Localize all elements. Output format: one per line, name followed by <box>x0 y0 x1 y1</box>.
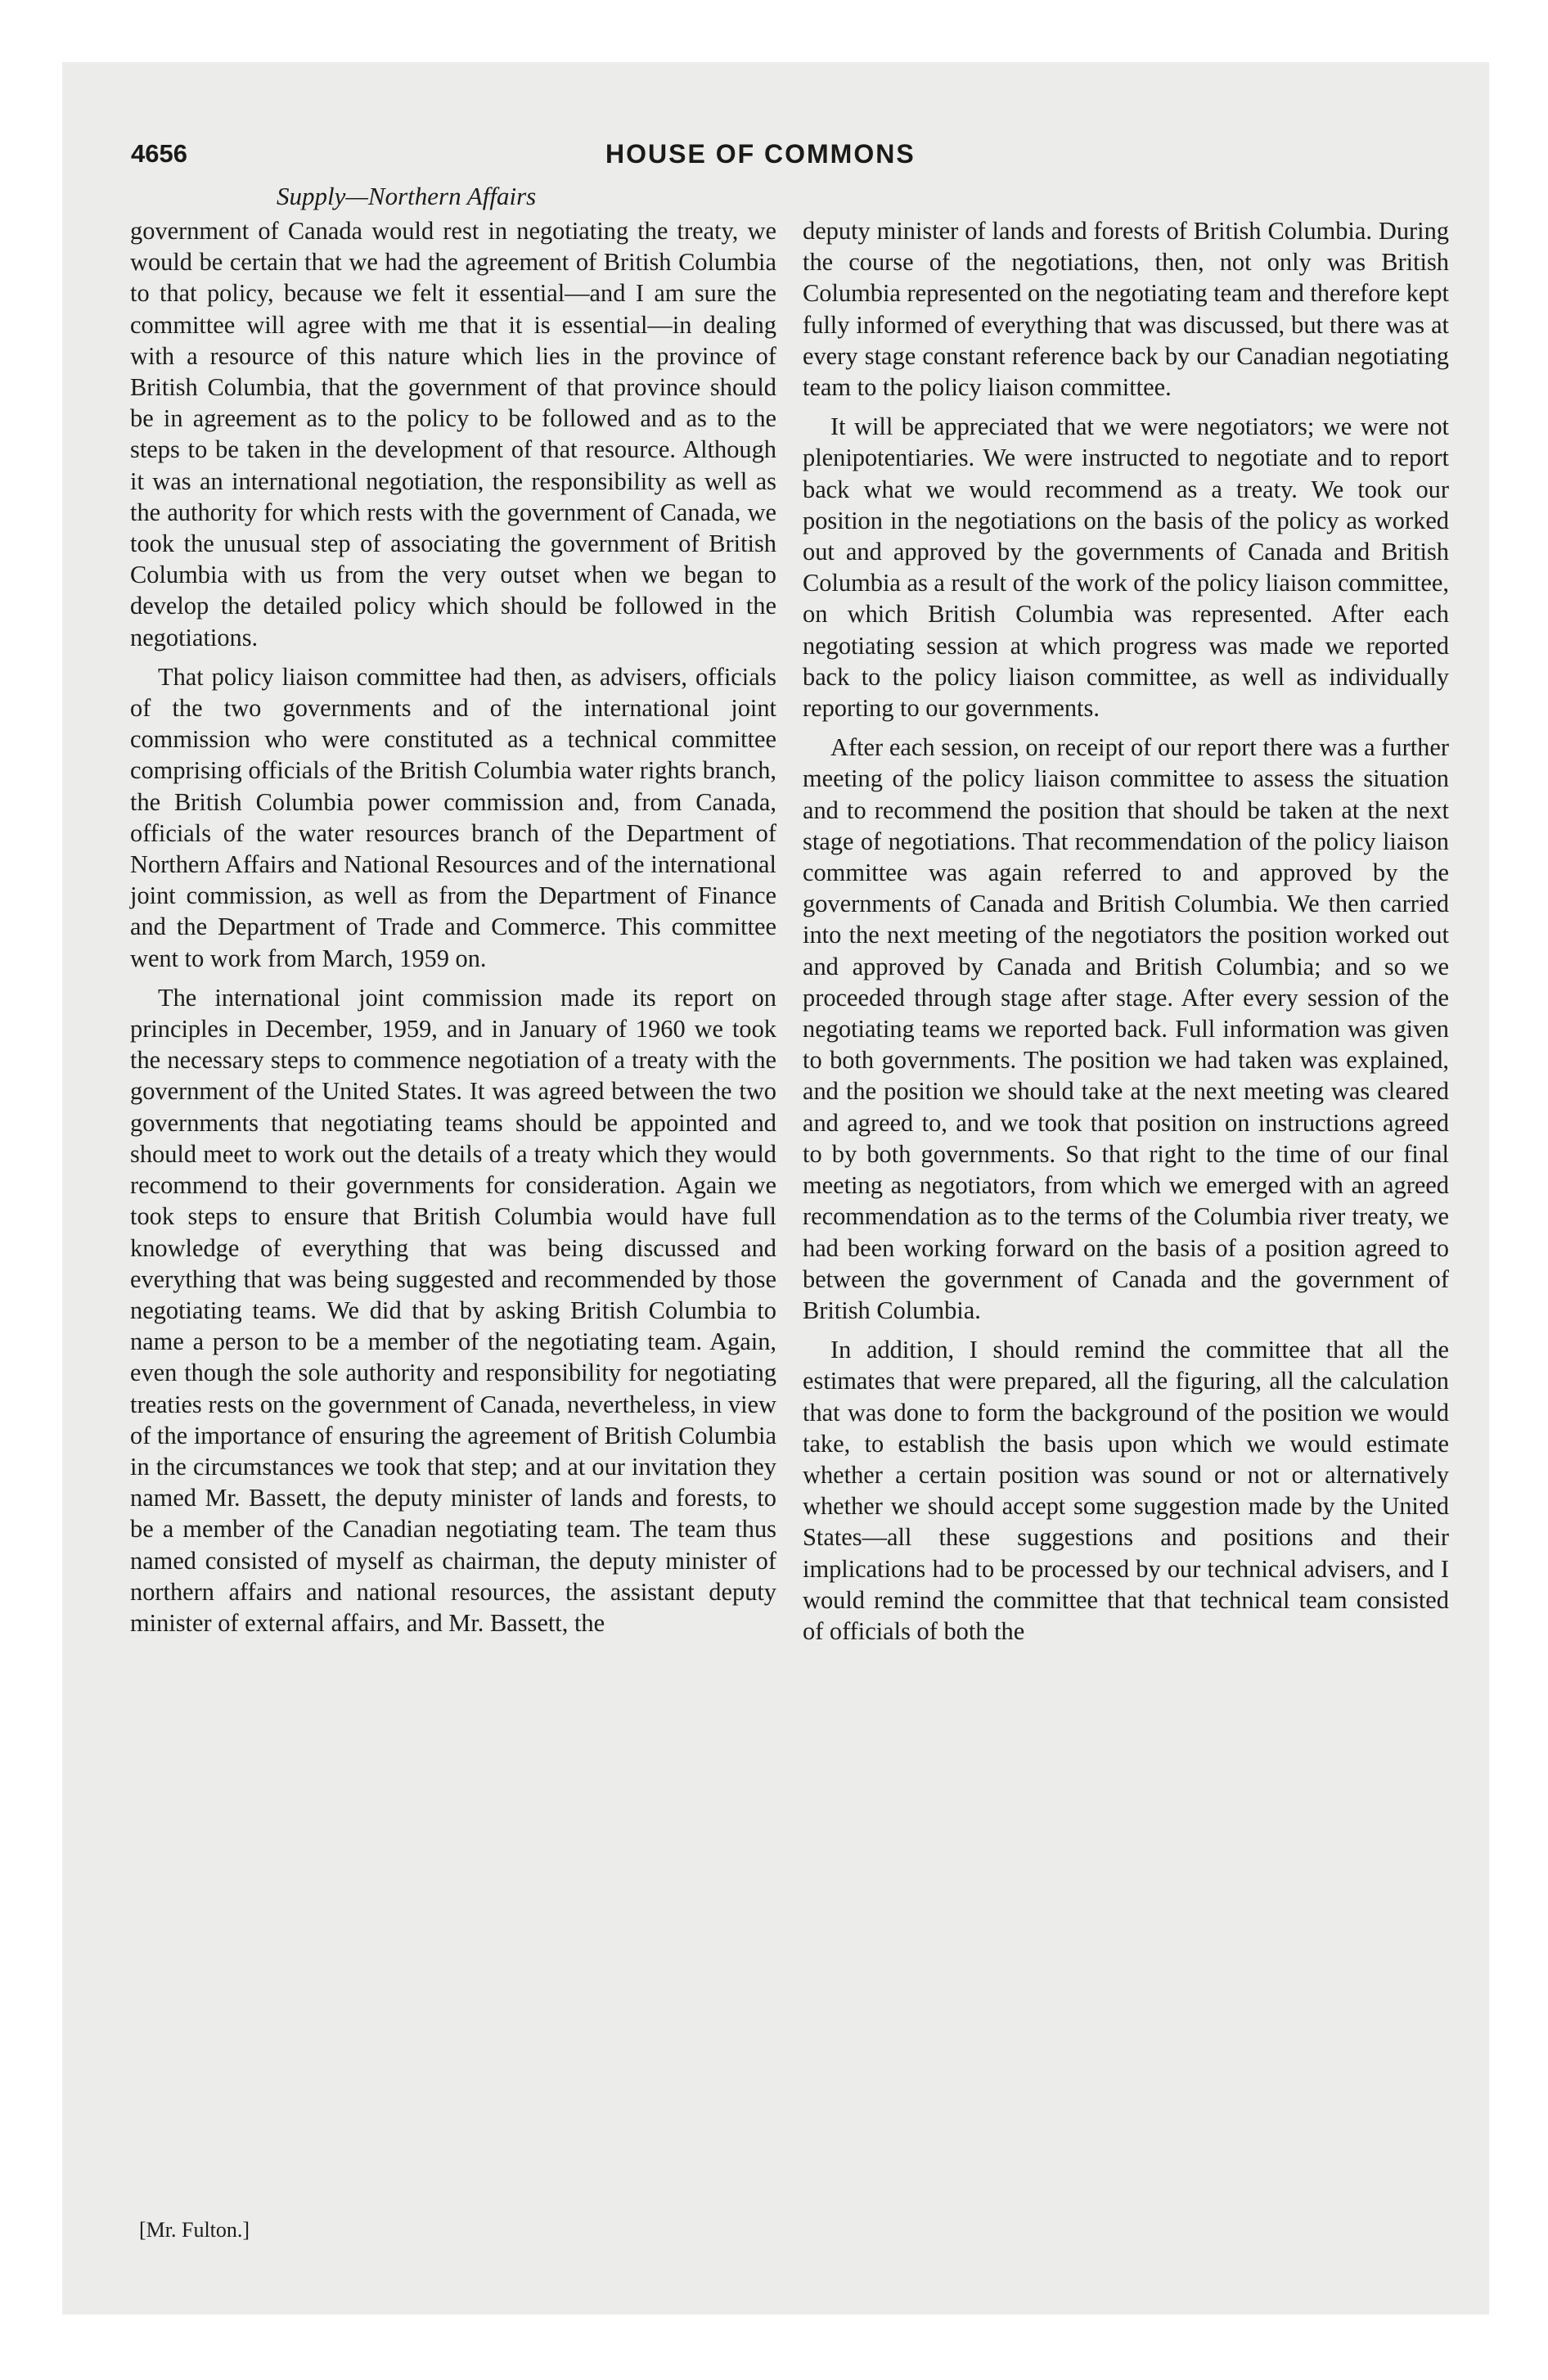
page-number: 4656 <box>131 139 187 168</box>
paragraph: The international joint commission made its report on principles in December, 1959, and in January of 1960 we took the necessary steps to commence negotiation of a treaty with the government of the United States. It was agreed between the two governments that negotiating teams should be appointed and should meet to work out the details of a treaty which they would recommend to their governments for consideration. Again we took steps to ensure that British Columbia would have full knowledge of everything that was being discussed and everything that was being suggested and recommended by those negotiating teams. We did that by asking British Columbia to name a person to be a member of the negotiating team. Again, even though the sole authority and responsibility for negotiating treaties rests on the government of Canada, nevertheless, in view of the importance of ensuring the agreement of British Columbia in the circumstances we took that step; and at our invitation they named Mr. Bassett, the deputy minister of lands and forests, to be a member of the Canadian negotiating team. The team thus named consisted of myself as chairman, the deputy minister of northern affairs and national resources, the assistant deputy minister of external affairs, and Mr. Bassett, the <box>130 983 776 1637</box>
page-header <box>131 139 1440 180</box>
running-title: HOUSE OF COMMONS <box>605 139 916 169</box>
paragraph: It will be appreciated that we were negotiators; we were not plenipotentiaries. We were instructed to negotiate and to report back what we would recommend as a treaty. We took our position in the negotiations on the basis of the policy as worked out and approved by the governments of Canada and British Columbia as a result of the work of the policy liaison committee, on which British Columbia was represented. After each negotiating session at which progress was made we reported back to the policy liaison committee, as well as individually reporting to our governments. <box>803 412 1449 723</box>
paragraph: That policy liaison committee had then, as advisers, officials of the two governments and of the international joint commission who were constituted as a technical committee comprising officials of the British Columbia water rights branch, the British Columbia power commission and, from Canada, officials of the water resources branch of the Department of Northern Affairs and National Resources and of the international joint commission, as well as from the Department of Finance and the Department of Trade and Commerce. This committee went to work from March, 1959 on. <box>130 662 776 972</box>
section-subhead: Supply—Northern Affairs <box>277 182 537 210</box>
paragraph: deputy minister of lands and forests of British Columbia. During the course of the negotiations, then, not only was British Columbia represented on the negotiating team and therefore kept fully informed of everything that was discussed, but there was at every stage constant reference back by our Canadian negotiating team to the policy liaison committee. <box>803 217 1449 402</box>
paragraph: In addition, I should remind the committee that all the estimates that were prepared, all the figuring, all the calculation that was done to form the background of the position we would take, to establish the basis upon which we would estimate whether a certain position was sound or not or alternatively whether we should accept some suggestion made by the United States—all these suggestions and positions and their implications had to be processed by our technical advisers, and I would remind the committee that that technical team consisted of officials of both the <box>803 1336 1449 1645</box>
right-column <box>803 215 1449 1655</box>
paragraph: government of Canada would rest in negotiating the treaty, we would be certain that we had the agreement of British Columbia to that policy, because we felt it essential—and I am sure the committee will agree with me that it is essential—in dealing with a resource of this nature which lies in the province of British Columbia, that the government of that province should be in agreement as to the policy to be followed and as to the steps to be taken in the development of that resource. Although it was an international negotiation, the responsibility as well as the authority for which rests with the government of Canada, we took the unusual step of associating the government of British Columbia with us from the very outset when we began to develop the detailed policy which should be followed in the negotiations. <box>130 217 776 651</box>
paragraph: After each session, on receipt of our report there was a further meeting of the policy liaison committee to assess the situation and to recommend the position that should be taken at the next stage of negotiations. That recommendation of the policy liaison committee was again referred to and approved by the governments of Canada and British Columbia. We then carried into the next meeting of the negotiators the position worked out and approved by Canada and British Columbia; and so we proceeded through stage after stage. After every session of the negotiating teams we reported back. Full information was given to both governments. The position we had taken was explained, and the position we should take at the next meeting was cleared and agreed to, and we took that position on instructions agreed to by both governments. So that right to the time of our final meeting as negotiators, from which we emerged with an agreed recommendation as to the terms of the Columbia river treaty, we had been working forward on the basis of a position agreed to between the government of Canada and the government of British Columbia. <box>803 733 1449 1324</box>
left-column <box>130 215 776 1647</box>
speaker-note: [Mr. Fulton.] <box>139 2218 250 2242</box>
